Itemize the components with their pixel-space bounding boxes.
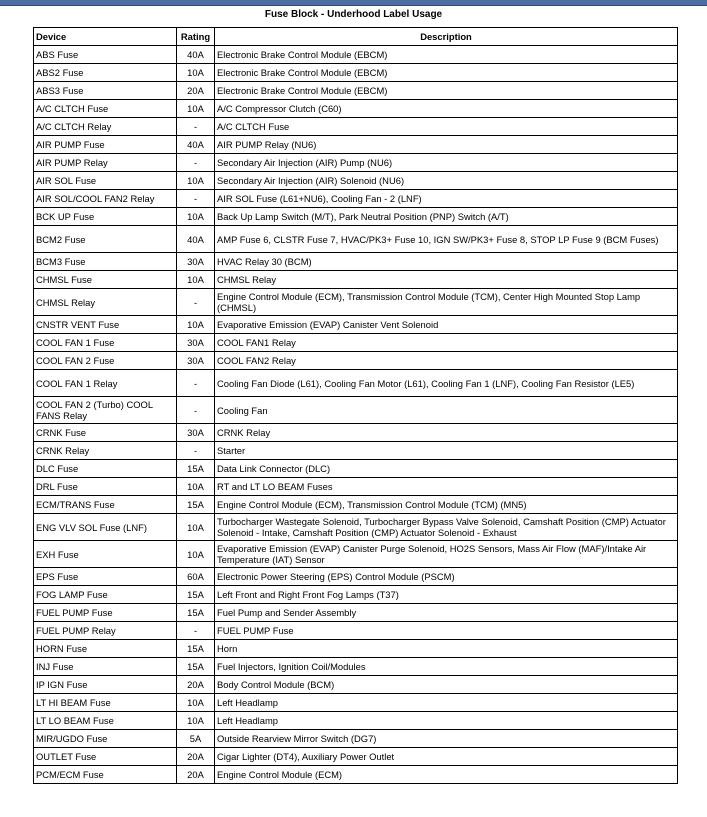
cell-device: LT HI BEAM Fuse	[34, 694, 177, 712]
table-row	[34, 271, 678, 289]
cell-rating: 30A	[177, 424, 215, 442]
cell-device: FOG LAMP Fuse	[34, 586, 177, 604]
table-row	[34, 586, 678, 604]
cell-rating: 40A	[177, 226, 215, 253]
cell-device: ABS Fuse	[34, 46, 177, 64]
cell-rating: 30A	[177, 352, 215, 370]
table-row	[34, 289, 678, 316]
window-top-bar	[0, 0, 707, 6]
table-row	[34, 46, 678, 64]
table-row	[34, 154, 678, 172]
cell-rating: 15A	[177, 460, 215, 478]
cell-device: HORN Fuse	[34, 640, 177, 658]
cell-description: Horn	[215, 640, 678, 658]
cell-device: EXH Fuse	[34, 541, 177, 568]
cell-device: A/C CLTCH Fuse	[34, 100, 177, 118]
cell-rating: 15A	[177, 604, 215, 622]
cell-rating: 15A	[177, 640, 215, 658]
cell-device: PCM/ECM Fuse	[34, 766, 177, 784]
cell-rating: 10A	[177, 694, 215, 712]
cell-rating: 30A	[177, 253, 215, 271]
cell-device: FUEL PUMP Fuse	[34, 604, 177, 622]
cell-description: Fuel Injectors, Ignition Coil/Modules	[215, 658, 678, 676]
cell-device: AIR SOL Fuse	[34, 172, 177, 190]
cell-rating: 10A	[177, 514, 215, 541]
cell-device: ABS3 Fuse	[34, 82, 177, 100]
cell-description: Left Headlamp	[215, 694, 678, 712]
cell-description: Data Link Connector (DLC)	[215, 460, 678, 478]
cell-description: A/C Compressor Clutch (C60)	[215, 100, 678, 118]
cell-rating: -	[177, 154, 215, 172]
cell-device: ENG VLV SOL Fuse (LNF)	[34, 514, 177, 541]
cell-rating: 10A	[177, 172, 215, 190]
cell-rating: 20A	[177, 82, 215, 100]
table-row	[34, 172, 678, 190]
cell-description: Back Up Lamp Switch (M/T), Park Neutral Position (PNP) Switch (A/T)	[215, 208, 678, 226]
cell-rating: 10A	[177, 271, 215, 289]
table-row	[34, 604, 678, 622]
table-row	[34, 541, 678, 568]
table-row	[34, 352, 678, 370]
cell-description: Starter	[215, 442, 678, 460]
cell-description: Fuel Pump and Sender Assembly	[215, 604, 678, 622]
table-row	[34, 514, 678, 541]
column-header-rating: Rating	[177, 28, 215, 46]
cell-rating: 20A	[177, 766, 215, 784]
cell-device: OUTLET Fuse	[34, 748, 177, 766]
cell-description: Secondary Air Injection (AIR) Pump (NU6)	[215, 154, 678, 172]
table-row	[34, 190, 678, 208]
cell-rating: 15A	[177, 586, 215, 604]
table-row	[34, 208, 678, 226]
table-row	[34, 478, 678, 496]
cell-device: AIR PUMP Relay	[34, 154, 177, 172]
cell-rating: 20A	[177, 748, 215, 766]
cell-description: Electronic Brake Control Module (EBCM)	[215, 46, 678, 64]
cell-device: FUEL PUMP Relay	[34, 622, 177, 640]
cell-description: Evaporative Emission (EVAP) Canister Vent Solenoid	[215, 316, 678, 334]
table-row	[34, 640, 678, 658]
column-header-device: Device	[34, 28, 177, 46]
cell-device: COOL FAN 1 Relay	[34, 370, 177, 397]
cell-device: COOL FAN 1 Fuse	[34, 334, 177, 352]
cell-description: Left Front and Right Front Fog Lamps (T37)	[215, 586, 678, 604]
cell-description: Electronic Brake Control Module (EBCM)	[215, 82, 678, 100]
cell-rating: 20A	[177, 676, 215, 694]
table-row	[34, 712, 678, 730]
cell-rating: 15A	[177, 658, 215, 676]
cell-device: ECM/TRANS Fuse	[34, 496, 177, 514]
fuse-table	[33, 27, 678, 784]
table-row	[34, 226, 678, 253]
cell-rating: -	[177, 289, 215, 316]
cell-description: Engine Control Module (ECM)	[215, 766, 678, 784]
cell-description: Engine Control Module (ECM), Transmission Control Module (TCM), Center High Mounted Stop Lamp (CHMSL)	[215, 289, 678, 316]
cell-description: A/C CLTCH Fuse	[215, 118, 678, 136]
table-row	[34, 694, 678, 712]
cell-device: BCM2 Fuse	[34, 226, 177, 253]
cell-description: Electronic Power Steering (EPS) Control Module (PSCM)	[215, 568, 678, 586]
cell-device: BCM3 Fuse	[34, 253, 177, 271]
table-row	[34, 64, 678, 82]
cell-description: Evaporative Emission (EVAP) Canister Purge Solenoid, HO2S Sensors, Mass Air Flow (MAF)/Intake Air Temperature (IAT) Sensor	[215, 541, 678, 568]
cell-rating: -	[177, 397, 215, 424]
table-row	[34, 460, 678, 478]
cell-rating: 10A	[177, 478, 215, 496]
cell-description: Electronic Brake Control Module (EBCM)	[215, 64, 678, 82]
cell-device: DLC Fuse	[34, 460, 177, 478]
cell-rating: 10A	[177, 100, 215, 118]
cell-rating: 10A	[177, 64, 215, 82]
cell-rating: 40A	[177, 136, 215, 154]
cell-rating: -	[177, 190, 215, 208]
cell-description: Cooling Fan Diode (L61), Cooling Fan Motor (L61), Cooling Fan 1 (LNF), Cooling Fan Resistor (LE5)	[215, 370, 678, 397]
cell-rating: -	[177, 622, 215, 640]
cell-description: Cigar Lighter (DT4), Auxiliary Power Outlet	[215, 748, 678, 766]
cell-device: IP IGN Fuse	[34, 676, 177, 694]
cell-rating: 40A	[177, 46, 215, 64]
cell-description: AIR SOL Fuse (L61+NU6), Cooling Fan - 2 (LNF)	[215, 190, 678, 208]
cell-rating: 10A	[177, 541, 215, 568]
table-row	[34, 748, 678, 766]
cell-description: CHMSL Relay	[215, 271, 678, 289]
table-row	[34, 316, 678, 334]
cell-description: AMP Fuse 6, CLSTR Fuse 7, HVAC/PK3+ Fuse 10, IGN SW/PK3+ Fuse 8, STOP LP Fuse 9 (BCM Fuses)	[215, 226, 678, 253]
cell-rating: 10A	[177, 316, 215, 334]
table-row	[34, 658, 678, 676]
cell-rating: 60A	[177, 568, 215, 586]
table-row	[34, 397, 678, 424]
cell-rating: 10A	[177, 712, 215, 730]
table-row	[34, 118, 678, 136]
table-row	[34, 622, 678, 640]
cell-device: DRL Fuse	[34, 478, 177, 496]
cell-rating: -	[177, 118, 215, 136]
cell-description: Outside Rearview Mirror Switch (DG7)	[215, 730, 678, 748]
cell-description: COOL FAN2 Relay	[215, 352, 678, 370]
table-row	[34, 766, 678, 784]
cell-description: HVAC Relay 30 (BCM)	[215, 253, 678, 271]
cell-rating: 5A	[177, 730, 215, 748]
cell-device: CRNK Fuse	[34, 424, 177, 442]
cell-device: CHMSL Fuse	[34, 271, 177, 289]
cell-device: CHMSL Relay	[34, 289, 177, 316]
cell-description: Cooling Fan	[215, 397, 678, 424]
table-row	[34, 424, 678, 442]
cell-description: Body Control Module (BCM)	[215, 676, 678, 694]
cell-device: AIR SOL/COOL FAN2 Relay	[34, 190, 177, 208]
cell-device: BCK UP Fuse	[34, 208, 177, 226]
table-row	[34, 442, 678, 460]
cell-rating: 15A	[177, 496, 215, 514]
page-title: Fuse Block - Underhood Label Usage	[264, 9, 443, 20]
cell-device: EPS Fuse	[34, 568, 177, 586]
table-row	[34, 676, 678, 694]
cell-description: Left Headlamp	[215, 712, 678, 730]
cell-device: AIR PUMP Fuse	[34, 136, 177, 154]
table-row	[34, 730, 678, 748]
table-row	[34, 568, 678, 586]
cell-device: LT LO BEAM Fuse	[34, 712, 177, 730]
column-header-description: Description	[215, 28, 678, 46]
cell-description: COOL FAN1 Relay	[215, 334, 678, 352]
cell-rating: 10A	[177, 208, 215, 226]
cell-description: FUEL PUMP Fuse	[215, 622, 678, 640]
cell-description: RT and LT LO BEAM Fuses	[215, 478, 678, 496]
cell-description: Turbocharger Wastegate Solenoid, Turbocharger Bypass Valve Solenoid, Camshaft Position (CMP) Actuator Solenoid - Intake, Camshaft Position (CMP) Actuator Solenoid - Exhaust	[215, 514, 678, 541]
cell-device: CRNK Relay	[34, 442, 177, 460]
table-row	[34, 496, 678, 514]
table-row	[34, 370, 678, 397]
table-row	[34, 136, 678, 154]
cell-device: CNSTR VENT Fuse	[34, 316, 177, 334]
cell-device: MIR/UGDO Fuse	[34, 730, 177, 748]
cell-rating: -	[177, 370, 215, 397]
table-row	[34, 253, 678, 271]
table-row	[34, 100, 678, 118]
cell-device: COOL FAN 2 (Turbo) COOL FANS Relay	[34, 397, 177, 424]
cell-device: A/C CLTCH Relay	[34, 118, 177, 136]
cell-rating: 30A	[177, 334, 215, 352]
cell-device: COOL FAN 2 Fuse	[34, 352, 177, 370]
table-row	[34, 82, 678, 100]
cell-rating: -	[177, 442, 215, 460]
cell-description: Secondary Air Injection (AIR) Solenoid (NU6)	[215, 172, 678, 190]
table-header-row	[34, 28, 678, 46]
cell-description: AIR PUMP Relay (NU6)	[215, 136, 678, 154]
cell-description: Engine Control Module (ECM), Transmission Control Module (TCM) (MN5)	[215, 496, 678, 514]
table-row	[34, 334, 678, 352]
cell-description: CRNK Relay	[215, 424, 678, 442]
cell-device: ABS2 Fuse	[34, 64, 177, 82]
cell-device: INJ Fuse	[34, 658, 177, 676]
